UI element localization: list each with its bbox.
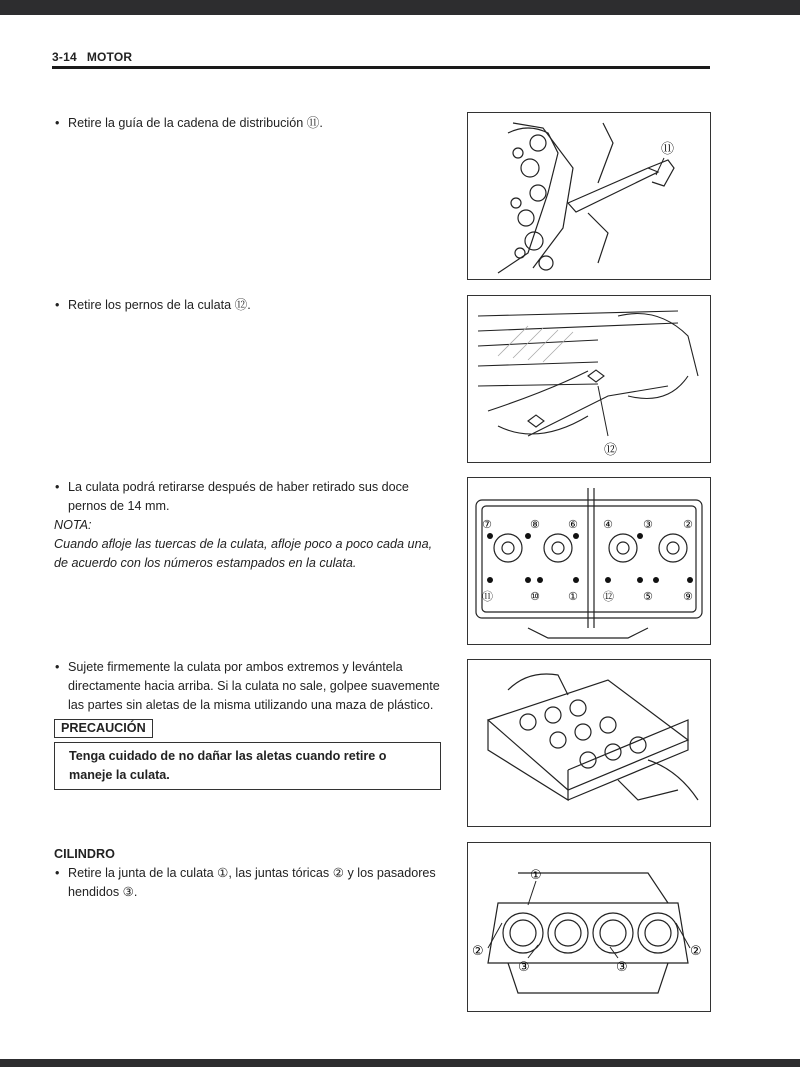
figure-3-illustration [468,478,710,644]
step-1 [54,114,446,133]
page-header [52,50,132,64]
figure-bolt-sequence [467,477,711,645]
callout-1: ① [568,590,578,603]
figure-cam-chain-guide [467,112,711,280]
callout-2: ② [683,518,693,531]
callout-5: ⑤ [643,590,653,603]
callout-4: ④ [603,518,613,531]
page-number: 3-14 [52,50,77,64]
step-2 [54,296,446,315]
callout-9: ⑨ [683,590,693,603]
step-5 [54,845,446,902]
callout-12: ⑫ [603,590,614,603]
callout-3-right: ③ [616,960,628,975]
figure-head-bolts [467,295,711,463]
precaucion-label: PRECAUCIÓN [54,719,153,738]
step-4-text: • Sujete firmemente la culata por ambos extremos y levántela directamente hacia arriba. Si la culata no sale, golpee suavemente las partes sin aletas de la misma utilizando una maza de plástico. [54,658,446,715]
figure-2-illustration [468,296,710,462]
figure-5-illustration [468,843,710,1011]
step-3-text: • La culata podrá retirarse después de haber retirado sus doce pernos de 14 mm. [54,478,446,516]
section-cilindro: CILINDRO [54,847,115,861]
callout-10: ⑩ [530,590,540,603]
callout-1: ① [530,868,542,883]
step-3 [54,478,446,573]
bottom-bar [0,1059,800,1067]
section-title: MOTOR [86,50,133,64]
figure-4-illustration [468,660,710,826]
precaucion-box: Tenga cuidado de no dañar las aletas cuando retire o maneje la culata. [54,742,441,790]
callout-2-right: ② [690,944,702,959]
header-rule [52,66,710,69]
callout-3: ③ [643,518,653,531]
step-4 [54,658,446,790]
step-1-text: • Retire la guía de la cadena de distribución ⑪. [54,114,446,133]
callout-6: ⑥ [568,518,578,531]
callout-12: ⑫ [604,443,618,458]
figure-cylinder [467,842,711,1012]
callout-11: ⑪ [661,142,675,157]
callout-2-left: ② [472,944,484,959]
callout-3-left: ③ [518,960,530,975]
figure-lifting-head [467,659,711,827]
step-5-text: • Retire la junta de la culata ①, las juntas tóricas ② y los pasadores hendidos ③. [54,864,446,902]
nota-label: NOTA: [54,518,92,532]
callout-7: ⑦ [482,518,492,531]
nota-text: Cuando afloje las tuercas de la culata, afloje poco a poco cada una, de acuerdo con los números estampados en la culata. [54,537,433,570]
callout-8: ⑧ [530,518,540,531]
callout-11: ⑪ [482,590,493,603]
step-2-text: • Retire los pernos de la culata ⑫. [54,296,446,315]
top-bar [0,0,800,15]
figure-1-illustration [468,113,710,279]
